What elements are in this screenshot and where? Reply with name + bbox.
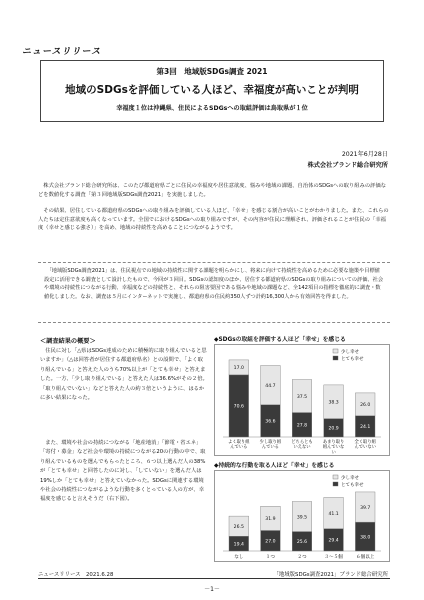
chart-1-data-label: 26.0	[360, 403, 371, 409]
chart-2-tick-label: なし	[234, 555, 244, 560]
chart-1-data-label: 27.8	[296, 423, 308, 429]
chart-2-legend-swatch	[333, 475, 338, 479]
chart-1	[215, 345, 389, 455]
chart-1-data-label: 20.9	[328, 426, 339, 432]
chart-2-title: ◆持続的な行動を取る人ほど「幸せ」を感じる	[214, 463, 335, 469]
chart-1-legend-swatch	[333, 356, 338, 360]
chart-2-data-label: 27.0	[265, 539, 276, 545]
summary-paragraph-2: また、環境や社会の持続につながる「地産地消」「節電・省エネ」「寄付・募金」など社会や環境の持続につながる20の行動の中で、取り組んでいるものを選んでもらったところ、６つ以上選んだ人の38%が「とても幸せ」と回答したのに対し、「していない」を選んだ人は19%しか「とても幸せ」と答えていなかった。SDGsに関連する環境や社会の持続性につながるような行動を多くとっている人の方が、幸福度を感じると言えそうだ（右下図）。	[40, 440, 206, 503]
chart-2-tick-label: ２つ	[297, 555, 307, 560]
section-heading: ＜調査結果の概要＞	[40, 338, 96, 345]
chart-1-data-label: 24.1	[360, 425, 371, 431]
chart-2-tick-label: ３～５個	[324, 555, 343, 560]
survey-note: 「地域版SDGs調査2021」は、住民視点での地域の持続性に関する課題を明らかにし、将来に向けて持続性を高めるために必要な施策や目標値設定に活用できる調査として設計したもので、今回が３回目。SDGsの認知度のほか、居住する都道府県のSDGsの取り組みについての評価、社会や環境の持続性につながる行動、幸福度などの持続性と、それらの阻害要因である悩みや地域の課題など、全142項目の指標を徹底的に調査・数値化しました。なお、調査は５月にインターネットで実施し、都道府県の住民約350人ずつ計約16,300人から有効回答を得ました。	[44, 268, 384, 300]
chart-2-tick-label: ６個以上	[356, 555, 375, 560]
chart-2-tick-label: １つ	[265, 555, 276, 560]
chart-2-data-label: 41.1	[328, 511, 339, 517]
summary-paragraph-1: 住民に対し「△県はSDGs達成のために積極的に取り組んでいると思いますか」（△は回答者が居住する都道府県名）との設問で、「よく取り組んでいる」と答えた人のうち70%以上が「とても幸せ」と答えました。一方、「少し取り組んでいる」と答えた人は36.6%がその２倍。「取り組んでいない」などと答えた人の約３倍というように、はるかに多い結果になった。	[40, 348, 208, 402]
chart-1-legend-swatch	[333, 349, 338, 353]
chart-2-data-label: 26.5	[233, 524, 244, 530]
chart-1-tick-label: 組んでいな	[322, 445, 345, 451]
chart-2-legend-label: 少し幸せ	[341, 476, 359, 481]
chart-1-title: ◆SDGsの取組を評価する人ほど「幸せ」を感じる	[214, 337, 346, 343]
chart-1-tick-label: い	[331, 450, 336, 455]
chart-2-panel	[214, 470, 390, 562]
chart-1-data-label: 17.0	[233, 366, 244, 372]
chart-1-tick-label: んでいる	[261, 445, 279, 451]
page-title: 地域のSDGsを評価している人ほど、幸福度が高いことが判明	[65, 84, 359, 96]
chart-1-legend-label: 少し幸せ	[341, 350, 359, 355]
chart-2-legend-label: とても幸せ	[341, 483, 364, 488]
title-box	[40, 60, 384, 122]
note-divider-top	[38, 262, 390, 263]
chart-2-data-label: 31.9	[265, 517, 276, 523]
chart-2-data-label: 38.0	[360, 535, 371, 541]
chart-2-data-label: 19.4	[233, 542, 244, 548]
chart-2-legend-swatch	[333, 482, 338, 486]
chart-1-tick-label: 全く取り組	[354, 440, 376, 445]
chart-1-tick-label: あまり取り	[322, 440, 345, 445]
footer-right: 「地域版SDGs調査2021」ブランド総合研究所	[273, 572, 388, 578]
chart-1-legend-label: とても幸せ	[341, 357, 364, 362]
page-number: －1－	[204, 586, 220, 593]
chart-1-tick-label: んでいない	[354, 445, 376, 451]
intro-paragraph-1: 株式会社ブランド総合研究所は、このたび都道府県ごとに住民の幸福度や居住意欲度、悩みや地域の課題、自治体のSDGsへの取り組みの評価などを数値化する調査「第３回地域版SDGs調査2021」を実施しました。	[38, 183, 387, 198]
note-divider-bottom	[38, 322, 390, 323]
chart-1-data-label: 70.6	[233, 404, 244, 410]
company-name: 株式会社ブランド総合研究所	[307, 162, 388, 169]
survey-edition: 第3回 地域版SDGs調査 2021	[156, 67, 268, 76]
chart-2-data-label: 25.6	[296, 540, 308, 546]
chart-1-data-label: 38.3	[328, 400, 339, 406]
chart-1-tick-label: どちらとも	[291, 440, 313, 445]
footer-left: ニュースリリース 2021.6.28	[38, 572, 114, 578]
intro-paragraph-2: その結果、居住している都道府県のSDGsへの取り組みを評価している人ほど、「幸せ」を感じる割合が高いことがわかりました。また、これらの人たちは定住意欲度も高くなっています。全国でにおけるSDGsへの取り組みですが、その内容が住民に理解され、評価されることが住民の「幸福度（幸せと感じる強さ）」を高め、地域の持続性を高めることにつながるようです。	[38, 208, 389, 232]
chart-1-tick-label: いえない	[293, 445, 311, 451]
chart-1-tick-label: よく取り組	[228, 440, 250, 445]
chart-1-data-label: 37.5	[296, 394, 308, 400]
chart-1-panel	[214, 344, 390, 456]
chart-1-tick-label: 少し取り組	[259, 440, 282, 445]
chart-1-tick-label: んでいる	[230, 445, 248, 451]
chart-2	[215, 471, 389, 561]
release-date: 2021年6月28日	[341, 151, 388, 158]
chart-1-data-label: 44.7	[265, 383, 276, 389]
page-subtitle: 幸福度１位は沖縄県、住民によるSDGsへの取組評価は鳥取県が１位	[116, 105, 308, 112]
chart-2-data-label: 29.4	[328, 538, 339, 544]
footer-divider	[38, 578, 390, 579]
chart-1-data-label: 36.6	[265, 419, 276, 425]
chart-2-data-label: 39.5	[296, 515, 308, 521]
chart-2-data-label: 39.7	[360, 505, 371, 511]
release-label: ニュースリリース	[22, 47, 102, 57]
